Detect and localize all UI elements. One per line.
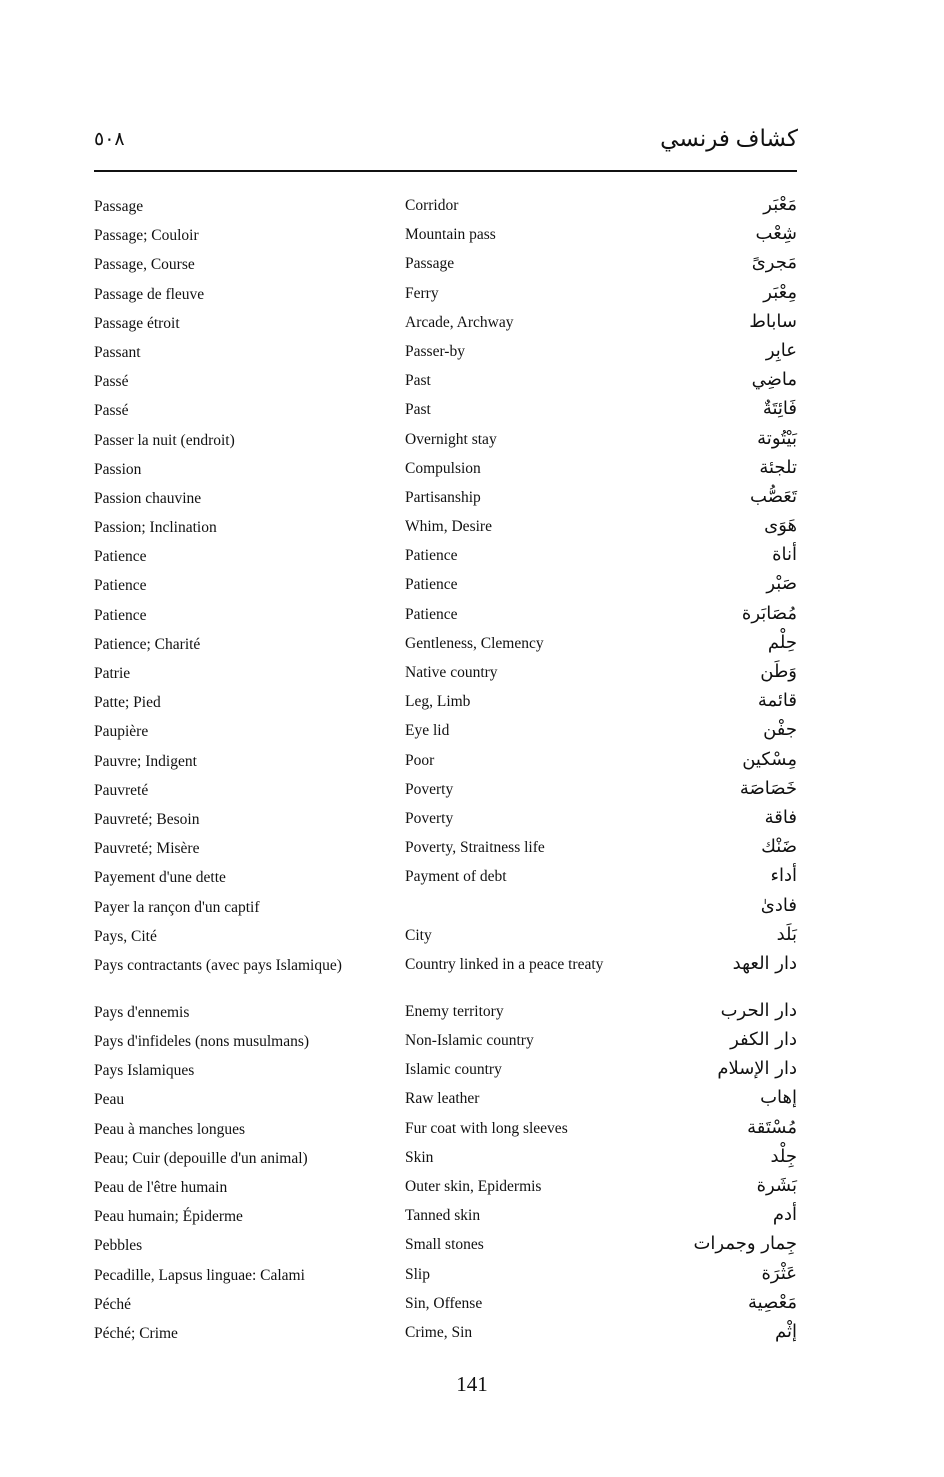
arabic-term: عَثْرَة bbox=[761, 1262, 797, 1284]
french-term: Pays contractants (avec pays Islamique) bbox=[94, 956, 342, 974]
english-term: Passer-by bbox=[405, 342, 465, 360]
english-term: Passage bbox=[405, 255, 455, 273]
french-term: Pays d'ennemis bbox=[94, 1003, 190, 1021]
glossary-row bbox=[0, 542, 944, 571]
english-term: Compulsion bbox=[405, 459, 481, 477]
english-term: Eye lid bbox=[405, 722, 450, 740]
english-term: Patience bbox=[405, 547, 458, 565]
french-term: Passage bbox=[94, 198, 144, 215]
glossary-row bbox=[0, 338, 944, 367]
french-term: Passer la nuit (endroit) bbox=[94, 431, 235, 449]
glossary-row bbox=[0, 601, 944, 630]
glossary-entries bbox=[0, 192, 944, 1348]
french-term: Passage étroit bbox=[94, 314, 180, 332]
glossary-row bbox=[0, 280, 944, 309]
glossary-row bbox=[0, 221, 944, 250]
arabic-term: فَائِتَةٌ bbox=[762, 398, 797, 420]
english-term: Slip bbox=[405, 1265, 430, 1283]
glossary-row bbox=[0, 1115, 944, 1144]
english-term: Corridor bbox=[405, 197, 459, 214]
french-term: Péché bbox=[94, 1295, 132, 1313]
french-term: Passage; Couloir bbox=[94, 227, 199, 245]
english-term: Partisanship bbox=[405, 488, 481, 506]
french-term: Pauvreté; Besoin bbox=[94, 810, 200, 828]
arabic-term: بَيْتُوتة bbox=[757, 427, 797, 449]
french-term: Pays d'infideles (nons musulmans) bbox=[94, 1033, 310, 1051]
english-term: Poor bbox=[405, 751, 435, 769]
glossary-row bbox=[0, 922, 944, 951]
glossary-row bbox=[0, 717, 944, 746]
arabic-term: جِمار وجمرات bbox=[693, 1233, 797, 1255]
french-term: Patience bbox=[94, 577, 147, 595]
french-term: Patience; Charité bbox=[94, 635, 201, 653]
glossary-row bbox=[0, 250, 944, 279]
glossary-row bbox=[0, 1202, 944, 1231]
glossary-row bbox=[0, 805, 944, 834]
arabic-term: أداء bbox=[770, 865, 797, 887]
arabic-term: خَصَاصَة bbox=[739, 777, 797, 799]
glossary-row bbox=[0, 747, 944, 776]
english-term: Arcade, Archway bbox=[405, 313, 514, 331]
english-term: Gentleness, Clemency bbox=[405, 634, 544, 652]
arabic-term: إثْم bbox=[775, 1320, 797, 1342]
glossary-row bbox=[0, 951, 944, 998]
glossary-row bbox=[0, 1261, 944, 1290]
arabic-term: بَشَرة bbox=[756, 1175, 797, 1196]
glossary-row bbox=[0, 455, 944, 484]
arabic-term: هَوَى bbox=[764, 515, 797, 537]
arabic-term: قائمة bbox=[757, 690, 797, 712]
english-term: Mountain pass bbox=[405, 226, 496, 244]
page-number-arabic: ٥٠٨ bbox=[94, 129, 125, 150]
french-term: Peau à manches longues bbox=[94, 1120, 246, 1138]
french-term: Peau; Cuir (depouille d'un animal) bbox=[94, 1149, 308, 1167]
french-term: Passage de fleuve bbox=[94, 285, 205, 303]
arabic-term: دار الكفر bbox=[730, 1029, 797, 1051]
french-term: Patte; Pied bbox=[94, 694, 161, 712]
french-term: Peau bbox=[94, 1091, 125, 1109]
glossary-row bbox=[0, 426, 944, 455]
arabic-term: صَبْر bbox=[766, 573, 797, 595]
english-term: Patience bbox=[405, 605, 458, 623]
glossary-row bbox=[0, 309, 944, 338]
glossary-row bbox=[0, 484, 944, 513]
english-term: Overnight stay bbox=[405, 430, 497, 448]
english-term: Sin, Offense bbox=[405, 1294, 483, 1312]
arabic-term: إهاب bbox=[760, 1087, 797, 1109]
french-term: Pecadille, Lapsus linguae: Calami bbox=[94, 1266, 305, 1284]
french-term: Paupière bbox=[94, 723, 149, 741]
running-title: كشاف فرنسي bbox=[660, 126, 798, 151]
glossary-row bbox=[0, 688, 944, 717]
glossary-row bbox=[0, 1173, 944, 1202]
arabic-term: مِعْبَر bbox=[763, 281, 797, 303]
english-term: Outer skin, Epidermis bbox=[405, 1178, 542, 1195]
french-term: Passé bbox=[94, 373, 129, 391]
french-term: Passion bbox=[94, 460, 142, 478]
french-term: Pauvreté bbox=[94, 781, 149, 799]
english-term: Raw leather bbox=[405, 1090, 480, 1108]
french-term: Pays Islamiques bbox=[94, 1062, 195, 1080]
english-term: City bbox=[405, 926, 432, 944]
french-term: Peau humain; Épiderme bbox=[94, 1208, 243, 1226]
french-term: Passant bbox=[94, 343, 141, 361]
arabic-term: دار الإسلام bbox=[717, 1058, 797, 1080]
english-term: Non-Islamic country bbox=[405, 1032, 534, 1050]
english-term: Fur coat with long sleeves bbox=[405, 1119, 568, 1137]
glossary-row bbox=[0, 1231, 944, 1260]
arabic-term: فاقة bbox=[764, 806, 797, 828]
glossary-row bbox=[0, 659, 944, 688]
english-term: Leg, Limb bbox=[405, 693, 471, 711]
glossary-row bbox=[0, 776, 944, 805]
arabic-term: فادىٰ bbox=[760, 894, 797, 916]
french-term: Patience bbox=[94, 606, 147, 624]
arabic-term: عابِر bbox=[765, 339, 797, 361]
french-term: Passage, Course bbox=[94, 256, 195, 274]
english-term: Skin bbox=[405, 1148, 434, 1166]
arabic-term: تلجئة bbox=[759, 456, 797, 478]
arabic-term: شِعْب bbox=[755, 223, 797, 245]
glossary-row bbox=[0, 998, 944, 1027]
french-term: Pauvreté; Misère bbox=[94, 840, 200, 858]
french-term: Payer la rançon d'un captif bbox=[94, 898, 260, 916]
glossary-row bbox=[0, 834, 944, 863]
english-term: Past bbox=[405, 401, 431, 419]
glossary-row bbox=[0, 1027, 944, 1056]
arabic-term: مَجرىً bbox=[751, 252, 797, 274]
arabic-term: مُسْتَقة bbox=[747, 1116, 797, 1138]
french-term: Pauvre; Indigent bbox=[94, 752, 197, 770]
arabic-term: وَطَن bbox=[760, 661, 797, 682]
french-term: Passion chauvine bbox=[94, 489, 202, 507]
french-term: Peau de l'être humain bbox=[94, 1179, 228, 1196]
english-term: Country linked in a peace treaty bbox=[405, 955, 604, 973]
arabic-term: ساباط bbox=[749, 310, 797, 332]
arabic-term: جِلْد bbox=[770, 1145, 797, 1167]
arabic-term: ضَنْك bbox=[761, 836, 797, 858]
glossary-row bbox=[0, 1290, 944, 1319]
glossary-row bbox=[0, 863, 944, 892]
english-term: Tanned skin bbox=[405, 1207, 481, 1225]
glossary-row bbox=[0, 630, 944, 659]
english-term: Ferry bbox=[405, 284, 439, 302]
english-term: Enemy territory bbox=[405, 1002, 504, 1020]
english-term: Poverty bbox=[405, 809, 454, 827]
french-term: Passé bbox=[94, 402, 129, 420]
english-term: Native country bbox=[405, 664, 498, 681]
english-term: Past bbox=[405, 372, 431, 390]
english-term: Whim, Desire bbox=[405, 518, 492, 536]
glossary-row bbox=[0, 571, 944, 600]
glossary-row bbox=[0, 1319, 944, 1348]
arabic-term: مِسْكين bbox=[742, 748, 797, 770]
arabic-term: مُصَابَرة bbox=[741, 602, 797, 624]
glossary-row bbox=[0, 1056, 944, 1085]
page-number: 141 bbox=[456, 1372, 488, 1396]
glossary-row bbox=[0, 513, 944, 542]
french-term: Patience bbox=[94, 548, 147, 566]
arabic-term: دار العهد bbox=[732, 952, 797, 974]
english-term: Poverty, Straitness life bbox=[405, 839, 545, 857]
french-term: Pays, Cité bbox=[94, 927, 157, 945]
glossary-row bbox=[0, 367, 944, 396]
glossary-row bbox=[0, 192, 944, 221]
english-term: Crime, Sin bbox=[405, 1323, 473, 1341]
arabic-term: جفْن bbox=[763, 719, 797, 741]
arabic-term: أدم bbox=[772, 1204, 797, 1226]
english-term: Poverty bbox=[405, 780, 454, 798]
glossary-row bbox=[0, 1144, 944, 1173]
english-term: Payment of debt bbox=[405, 868, 507, 886]
english-term: Islamic country bbox=[405, 1061, 502, 1079]
french-term: Payement d'une dette bbox=[94, 869, 226, 887]
glossary-row bbox=[0, 396, 944, 425]
french-term: Passion; Inclination bbox=[94, 519, 217, 537]
arabic-term: بَلَد bbox=[776, 923, 797, 945]
french-term: Péché; Crime bbox=[94, 1324, 178, 1342]
header-rule bbox=[94, 170, 797, 172]
arabic-term: مَعْبَر bbox=[763, 194, 797, 215]
french-term: Pebbles bbox=[94, 1237, 143, 1255]
arabic-term: دار الحرب bbox=[720, 999, 797, 1021]
glossary-row bbox=[0, 1085, 944, 1114]
arabic-term: ماضِي bbox=[751, 369, 797, 391]
arabic-term: تَعَصُّب bbox=[750, 485, 797, 507]
french-term: Patrie bbox=[94, 665, 131, 682]
arabic-term: مَعْصِية bbox=[747, 1291, 797, 1313]
english-term: Small stones bbox=[405, 1236, 484, 1254]
english-term: Patience bbox=[405, 576, 458, 594]
arabic-term: حِلْم bbox=[767, 631, 797, 653]
glossary-row bbox=[0, 893, 944, 922]
arabic-term: أناة bbox=[772, 544, 797, 566]
